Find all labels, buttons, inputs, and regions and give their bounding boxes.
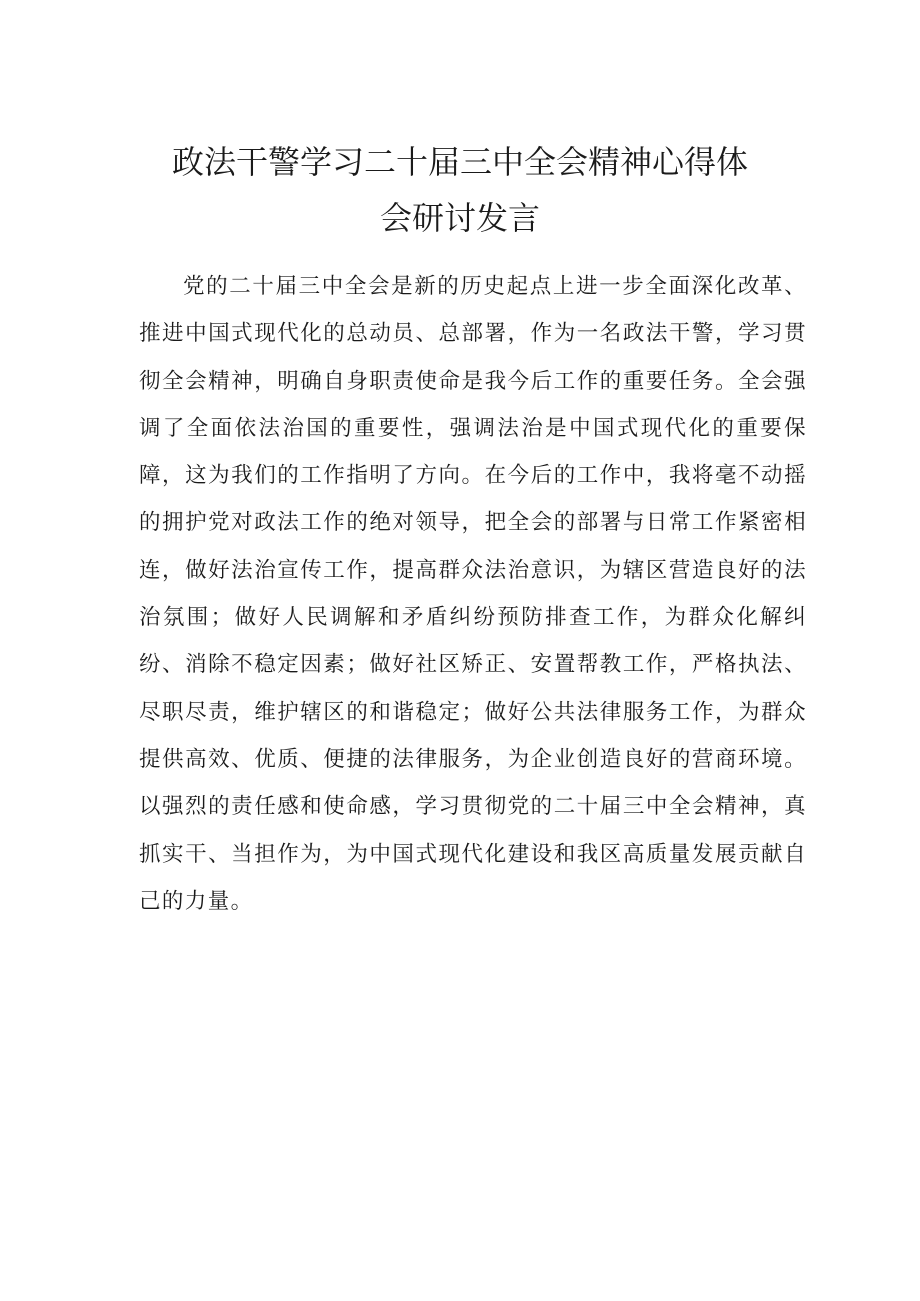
- body-paragraph: 党的二十届三中全会是新的历史起点上进一步全面深化改革、推进中国式现代化的总动员、总部署，作为一名政法干警，学习贯彻全会精神，明确自身职责使命是我今后工作的重要任务。全会强调了全面依法治国的重要性，强调法治是中国式现代化的重要保障，这为我们的工作指明了方向。在今后的工作中，我将毫不动摇的拥护党对政法工作的绝对领导，把全会的部署与日常工作紧密相连，做好法治宣传工作，提高群众法治意识，为辖区营造良好的法治氛围；做好人民调解和矛盾纠纷预防排查工作，为群众化解纠纷、消除不稳定因素；做好社区矫正、安置帮教工作，严格执法、尽职尽责，维护辖区的和谐稳定；做好公共法律服务工作，为群众提供高效、优质、便捷的法律服务，为企业创造良好的营商环境。以强烈的责任感和使命感，学习贯彻党的二十届三中全会精神，真抓实干、当担作为，为中国式现代化建设和我区高质量发展贡献自己的力量。: [139, 274, 807, 914]
- document-title-line-2: 会研讨发言: [379, 199, 540, 237]
- document-title-line-1: 政法干警学习二十届三中全会精神心得体: [171, 143, 748, 181]
